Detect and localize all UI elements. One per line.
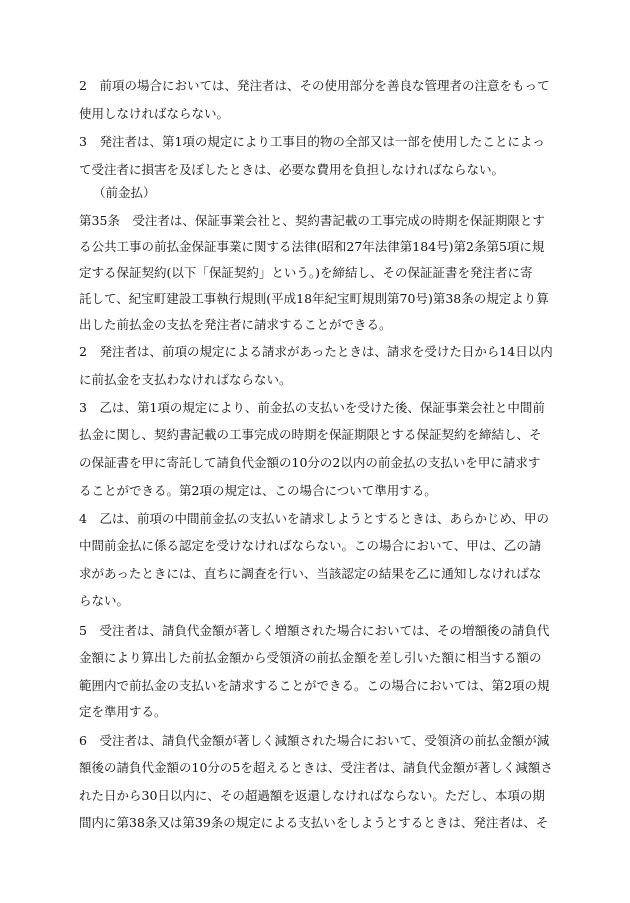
text-line: 求があったときには、直ちに調査を行い、当該認定の結果を乙に通知しなければな: [79, 566, 542, 581]
text-line: 払金に関し、契約書記載の工事完成の時期を保証期限とする保証契約を締結し、そ: [79, 427, 542, 442]
text-line: 出した前払金の支払を発注者に請求することができる。: [79, 317, 392, 332]
text-line: 間内に第38条又は第39条の規定による支払いをしようとするときは、発注者は、そ: [79, 815, 549, 830]
text-line: に前払金を支払わなければならない。: [79, 372, 292, 387]
text-line: 使用しなければならない。: [79, 106, 230, 121]
text-line: 4 乙は、前項の中間前金払の支払いを請求しようとするときは、あらかじめ、甲の: [79, 511, 549, 526]
text-line: 額後の請負代金額の10分の5を超えるときは、受注者は、請負代金額が著しく減額さ: [79, 760, 553, 775]
text-line: 金額により算出した前払金額から受領済の前払金額を差し引いた額に相当する額の: [79, 650, 542, 665]
text-line: 託して、紀宝町建設工事執行規則(平成18年紀宝町規則第70号)第38条の規定より算: [79, 291, 549, 306]
text-line: の保証書を甲に寄託して請負代金額の10分の2以内の前金払の支払いを甲に請求す: [79, 455, 541, 470]
text-line: 中間前金払に係る認定を受けなければならない。この場合において、甲は、乙の請: [79, 538, 542, 553]
text-line: 定を準用する。: [79, 704, 167, 719]
text-line: 2 前項の場合においては、発注者は、その使用部分を善良な管理者の注意をもって: [79, 78, 550, 93]
text-line: れた日から30日以内に、その超過額を返還しなければならない。ただし、本項の期: [79, 788, 545, 803]
text-line: 6 受注者は、請負代金額が著しく減額された場合において、受領済の前払金額が減: [79, 733, 550, 748]
text-line: 3 発注者は、第1項の規定により工事目的物の全部又は一部を使用したことによっ: [79, 134, 545, 149]
text-line: て受注者に損害を及ぼしたときは、必要な費用を負担しなければならない。: [79, 162, 505, 177]
text-line: 3 乙は、第1項の規定により、前金払の支払いを受けた後、保証事業会社と中間前: [79, 400, 545, 415]
text-line: らない。: [79, 593, 130, 608]
text-line: る公共工事の前払金保証事業に関する法律(昭和27年法律第184号)第2条第5項に規: [79, 239, 545, 254]
text-line: 5 受注者は、請負代金額が著しく増額された場合においては、その増額後の請負代: [79, 623, 550, 638]
article-heading-line: 第35条 受注者は、保証事業会社と、契約書記載の工事完成の時期を保証期限とす: [79, 213, 545, 228]
text-line: 2 発注者は、前項の規定による請求があったときは、請求を受けた日から14日以内: [79, 344, 553, 359]
section-heading: （前金払）: [93, 185, 156, 200]
text-line: ることができる。第2項の規定は、この場合について準用する。: [79, 483, 437, 498]
text-line: 範囲内で前払金の支払いを請求することができる。この場合においては、第2項の規: [79, 678, 550, 693]
text-line: 定する保証契約(以下「保証契約」という。)を締結し、その保証証書を発注者に寄: [79, 265, 533, 280]
